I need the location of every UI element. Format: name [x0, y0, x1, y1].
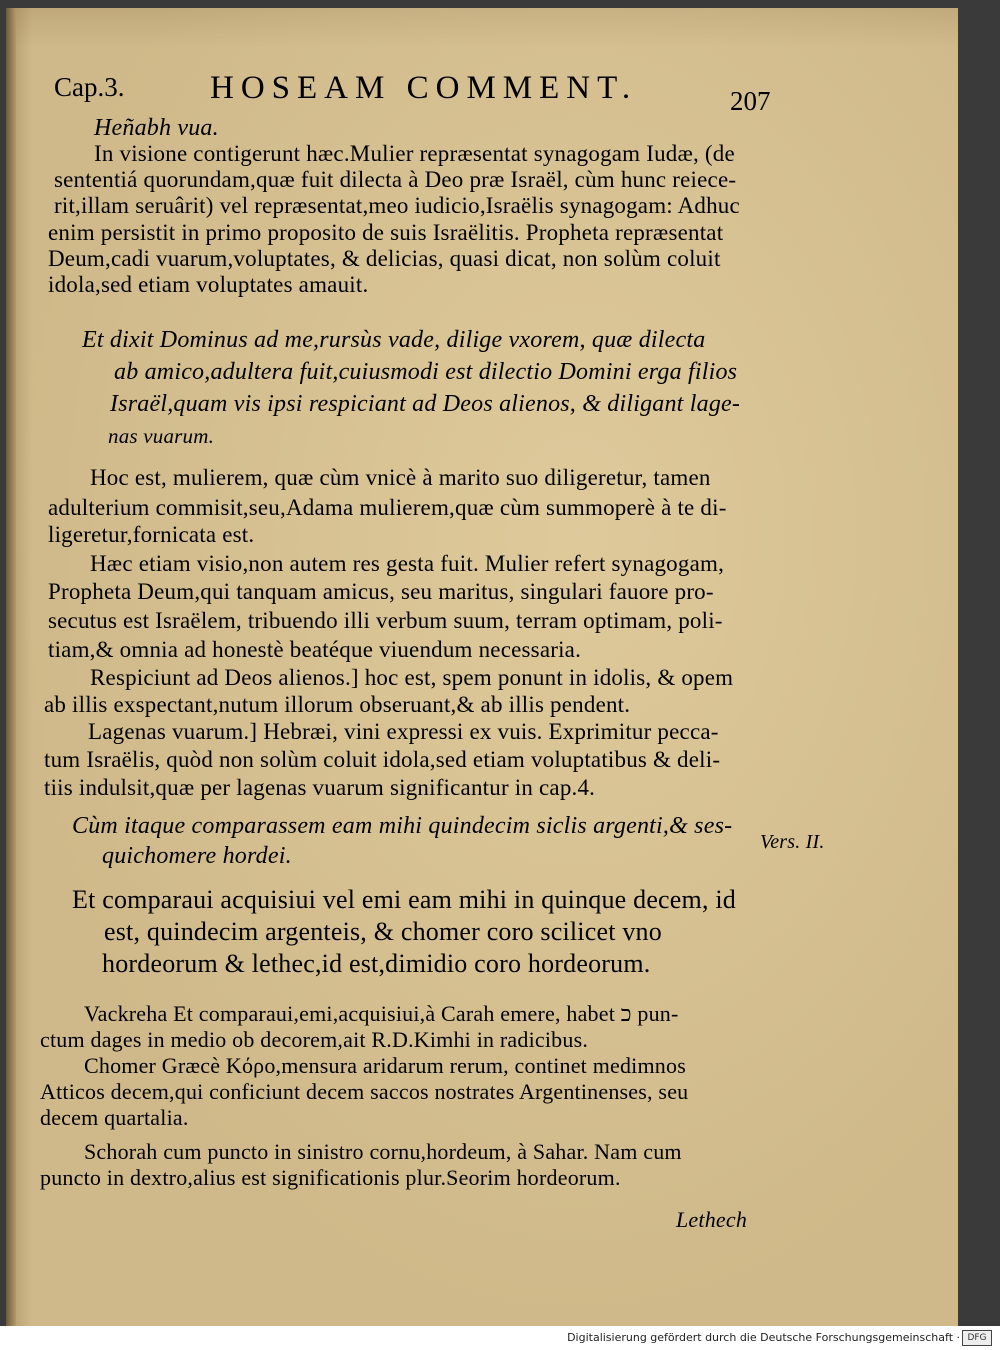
scripture-line: quichomere hordei.	[102, 843, 292, 869]
running-title: HOSEAM COMMENT.	[210, 70, 638, 106]
text-line: puncto in dextro,alius est significationis plur.Seorim hordeorum.	[40, 1165, 621, 1190]
text-line: idola,sed etiam voluptates amauit.	[48, 272, 369, 297]
text-line: enim persistit in primo proposito de suis Israëlitis. Propheta repræsentat	[48, 220, 724, 245]
text-line: rit,illam seruârit) vel repræsentat,meo iudicio,Israëlis synagogam: Adhuc	[54, 193, 740, 218]
page-number: 207	[730, 86, 771, 116]
text-line: secutus est Israëlem, tribuendo illi verbum suum, terram optimam, poli-	[48, 608, 723, 633]
text-line: hordeorum & lethec,id est,dimidio coro hordeorum.	[102, 949, 651, 978]
text-line: Chomer Græcè Κόρο,mensura aridarum rerum, continet medimnos	[84, 1053, 686, 1078]
text-line: Lagenas vuarum.] Hebræi, vini expressi ex vuis. Exprimitur pecca-	[88, 719, 719, 744]
text-line: adulterium commisit,seu,Adama mulierem,quæ cùm summoperè à te di-	[48, 495, 727, 520]
text-line: Deum,cadi vuarum,voluptates, & delicias, quasi dicat, non solùm coluit	[48, 246, 721, 271]
text-line: Et comparaui acquisiui vel emi eam mihi in quinque decem, id	[72, 885, 736, 914]
text-line: Atticos decem,qui conficiunt decem saccos nostrates Argentinenses, seu	[40, 1079, 689, 1104]
text-line: Propheta Deum,qui tanquam amicus, seu maritus, singulari fauore pro-	[48, 579, 714, 604]
text-line: est, quindecim argenteis, & chomer coro scilicet vno	[104, 917, 662, 946]
chapter-label: Cap.3.	[54, 72, 125, 102]
scripture-line: ab amico,adultera fuit,cuiusmodi est dilectio Domini erga filios	[114, 359, 738, 385]
scripture-line: nas vuarum.	[108, 424, 215, 448]
text-line: Vackreha Et comparaui,emi,acquisiui,à Carah emere, habet כ pun-	[84, 1001, 679, 1026]
text-line: tum Israëlis, quòd non solùm coluit idola,sed etiam voluptatibus & deli-	[44, 747, 721, 772]
page-spine-shadow	[6, 8, 16, 1326]
scripture-line: Et dixit Dominus ad me,rursùs vade, dilige vxorem, quæ dilecta	[82, 327, 706, 353]
text-line: Schorah cum puncto in sinistro cornu,hordeum, à Sahar. Nam cum	[84, 1139, 682, 1164]
text-line: Hæc etiam visio,non autem res gesta fuit. Mulier refert synagogam,	[90, 551, 725, 576]
text-line: Hoc est, mulierem, quæ cùm vnicè à marito suo diligeretur, tamen	[90, 465, 711, 490]
text-line: Heñabh vua.	[94, 115, 219, 141]
catchword: Lethech	[676, 1207, 748, 1232]
scripture-line: Cùm itaque comparassem eam mihi quindecim siclis argenti,& ses-	[72, 813, 733, 839]
text-line: decem quartalia.	[40, 1105, 189, 1130]
dfg-credit: Digitalisierung gefördert durch die Deutsche Forschungsgemeinschaft ·	[567, 1331, 960, 1344]
text-line: tiam,& omnia ad honestè beatéque viuendum necessaria.	[48, 637, 582, 662]
text-line: In visione contigerunt hæc.Mulier repræsentat synagogam Iudæ, (de	[94, 141, 735, 166]
text-line: sententiá quorundam,quæ fuit dilecta à Deo præ Israël, cùm hunc reiece-	[54, 167, 737, 192]
text-line: ctum dages in medio ob decorem,ait R.D.Kimhi in radicibus.	[40, 1027, 589, 1052]
text-line: tiis indulsit,quæ per lagenas vuarum significantur in cap.4.	[44, 775, 596, 800]
digitization-footer	[0, 1326, 1000, 1350]
text-line: Respiciunt ad Deos alienos.] hoc est, spem ponunt in idolis, & opem	[90, 665, 734, 690]
scripture-line: Israël,quam vis ipsi respiciant ad Deos alienos, & diligant lage-	[110, 391, 741, 417]
margin-note: Vers. II.	[760, 831, 825, 853]
dfg-logo: DFG	[962, 1330, 992, 1346]
text-line: ligeretur,fornicata est.	[48, 522, 255, 547]
text-line: ab illis exspectant,nutum illorum obseruant,& ab illis pendent.	[44, 692, 631, 717]
